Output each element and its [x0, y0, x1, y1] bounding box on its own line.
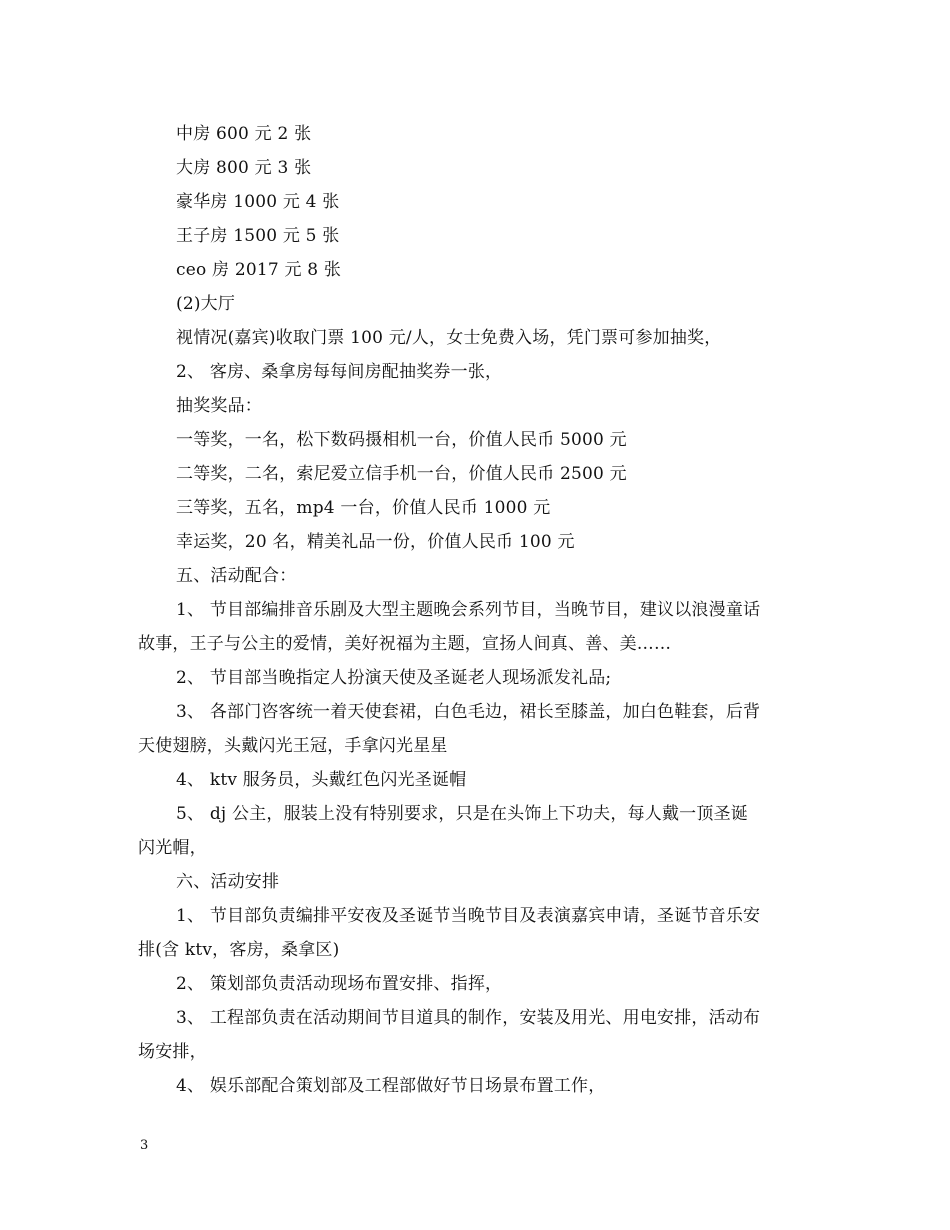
- text-line: 4、 ktv 服务员，头戴红色闪光圣诞帽: [176, 770, 467, 790]
- text-line: ceo 房 2017 元 8 张: [176, 260, 342, 280]
- text-line: 1、 节目部负责编排平安夜及圣诞节当晚节目及表演嘉宾申请，圣诞节音乐安: [176, 906, 761, 926]
- text-line: 5、 dj 公主，服装上没有特别要求，只是在头饰上下功夫，每人戴一顶圣诞: [176, 804, 748, 824]
- text-line: 闪光帽，: [138, 838, 207, 858]
- text-line: 4、 娱乐部配合策划部及工程部做好节日场景布置工作，: [176, 1076, 606, 1096]
- text-line: 2、 策划部负责活动现场布置安排、指挥，: [176, 974, 503, 994]
- section-heading: (2)大厅: [176, 294, 236, 314]
- text-line: 三等奖，五名，mp4 一台，价值人民币 1000 元: [176, 498, 551, 518]
- text-line: 大房 800 元 3 张: [176, 158, 312, 178]
- text-line: 二等奖，二名，索尼爱立信手机一台，价值人民币 2500 元: [176, 464, 627, 484]
- text-line: 视情况(嘉宾)收取门票 100 元/人，女士免费入场，凭门票可参加抽奖，: [176, 328, 722, 348]
- text-line: 3、 工程部负责在活动期间节目道具的制作，安装及用光、用电安排，活动布: [176, 1008, 761, 1028]
- text-line: 2、 节目部当晚指定人扮演天使及圣诞老人现场派发礼品;: [176, 668, 612, 688]
- page-number: 3: [140, 1138, 149, 1153]
- text-line: 豪华房 1000 元 4 张: [176, 192, 340, 212]
- text-line: 一等奖，一名，松下数码摄相机一台，价值人民币 5000 元: [176, 430, 627, 450]
- text-line: 抽奖奖品：: [176, 396, 262, 416]
- text-line: 中房 600 元 2 张: [176, 124, 312, 144]
- section-heading: 六、活动安排: [176, 872, 280, 892]
- section-heading: 五、活动配合：: [176, 566, 297, 586]
- text-line: 幸运奖，20 名，精美礼品一份，价值人民币 100 元: [176, 532, 575, 552]
- text-line: 王子房 1500 元 5 张: [176, 226, 340, 246]
- text-line: 3、 各部门咨客统一着天使套裙，白色毛边，裙长至膝盖，加白色鞋套，后背: [176, 702, 761, 722]
- text-line: 排(含 ktv，客房，桑拿区): [138, 940, 340, 960]
- text-line: 天使翅膀，头戴闪光王冠，手拿闪光星星: [138, 736, 448, 756]
- text-line: 故事，王子与公主的爱情，美好祝福为主题，宣扬人间真、善、美……: [138, 634, 672, 654]
- text-line: 1、 节目部编排音乐剧及大型主题晚会系列节目，当晚节目，建议以浪漫童话: [176, 600, 761, 620]
- text-line: 场安排，: [138, 1042, 207, 1062]
- text-line: 2、 客房、桑拿房每每间房配抽奖券一张，: [176, 362, 503, 382]
- document-body: [138, 117, 812, 1103]
